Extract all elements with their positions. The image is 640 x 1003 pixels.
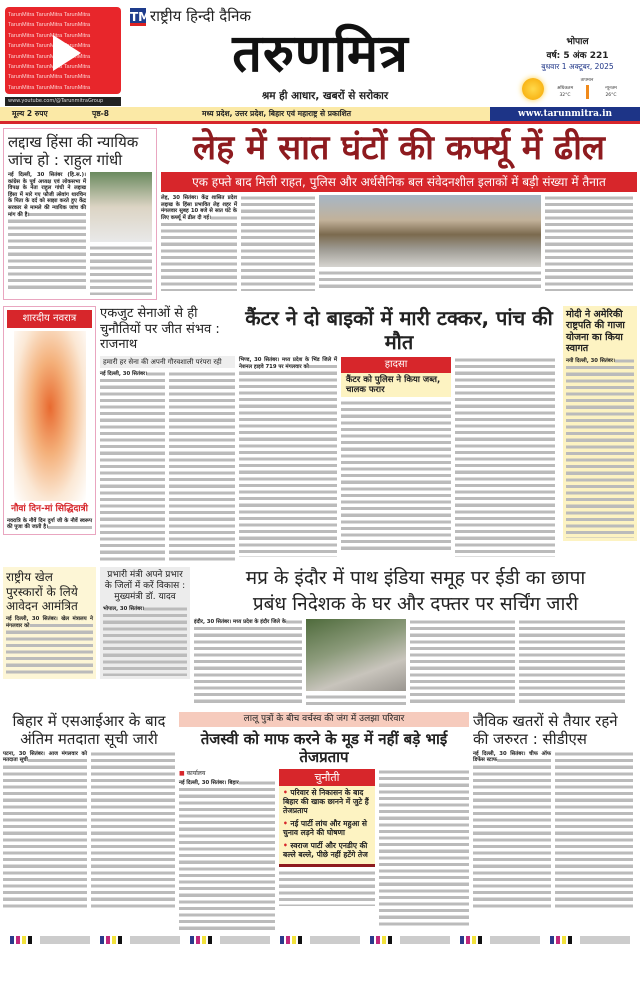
website-link[interactable]: www.tarunmitra.in <box>490 107 640 121</box>
navratri-box <box>3 306 96 535</box>
youtube-url[interactable]: www.youtube.com/@TarunmitraGroup <box>5 97 121 106</box>
temp-divider <box>586 85 589 99</box>
masthead-kicker: राष्ट्रीय हिन्दी दैनिक <box>150 7 251 25</box>
lalu-story <box>179 712 469 930</box>
row-fourth <box>3 712 637 930</box>
navratri-text: नवरात्रि के नौवें दिन दुर्गा जी के नौवें स्वरूप की पूजा की जाती है। <box>7 517 92 531</box>
page-count: पृष्ठ-8 <box>92 109 110 118</box>
goddess-image <box>14 331 86 501</box>
rahul-gandhi-photo <box>90 172 152 242</box>
cds-body-col2 <box>555 751 633 911</box>
lead-body-col2 <box>241 195 315 291</box>
max-temp-label: अधिकतम <box>556 86 574 91</box>
rajnath-headline: एकजुट सेनाओं से ही चुनौतियों पर जीत संभव : राजनाथ <box>100 306 220 353</box>
lalu-col2 <box>279 769 375 906</box>
lead-photo-col <box>319 195 541 290</box>
ed-photo-caption <box>306 694 406 706</box>
lalu-body-col2 <box>279 870 375 906</box>
canter-story <box>239 306 559 557</box>
cds-headline: जैविक खतरों से तैयार रहने की जरुरत : सीडीएस <box>473 711 618 748</box>
canter-headline: कैंटर ने दो बाइकों में मारी टक्कर, पांच की मौत <box>245 306 553 354</box>
hadsa-text: कैंटर को पुलिस ने किया जब्त, चालक फरार <box>346 375 441 396</box>
issue-date: बुधवार 1 अक्टूबर, 2025 <box>541 62 614 71</box>
ed-body-col3 <box>519 619 625 705</box>
sports-headline: राष्ट्रीय खेल पुरस्कारों के लिये आवेदन आमंत्रित <box>6 570 78 613</box>
cds-columns <box>473 751 633 911</box>
story-body-cont <box>90 245 152 295</box>
modi-body: नयी दिल्ली, 30 सितंबर। <box>566 358 634 538</box>
editions: मध्य प्रदेश, उत्तर प्रदेश, बिहार एवं महाराष्ट्र से प्रकाशित <box>202 109 351 118</box>
temperature-label: तापमान <box>580 78 594 83</box>
canter-body-col1: भिण्ड, 30 सितंबर। मध्य प्रदेश के भिंड जिले में नेशनल हाइवे 719 पर मंगलवार को <box>239 357 337 557</box>
chunauti-point: • परिवार से निकासन के बाद बिहार की खाक छानने में जुटे हैं तेजप्रताप <box>283 787 369 815</box>
story-headline: लद्दाख हिंसा की न्यायिक जांच हो : राहुल गांधी <box>8 133 139 169</box>
sports-awards-story <box>3 567 96 679</box>
navratri-label: शारदीय नवरात्र <box>7 310 92 328</box>
min-temp: 26°C <box>605 93 617 98</box>
ladakh-columns <box>8 172 152 295</box>
rajnath-body-col1: नई दिल्ली, 30 सितंबर। <box>100 371 165 561</box>
newspaper-title: तरुणमित्र <box>232 24 409 84</box>
row-second <box>3 306 637 561</box>
lead-subheadline: एक हफ्ते बाद मिली राहत, पुलिस और अर्धसैनिक बल संवेदनशील इलाकों में बड़ी संख्या में तैनात <box>161 172 637 192</box>
info-bar <box>0 107 490 121</box>
ed-raid-photo <box>306 619 406 691</box>
modi-box <box>563 306 637 541</box>
canter-body-col2 <box>341 400 451 550</box>
lalu-columns <box>179 769 469 930</box>
lalu-body-col1: नई दिल्ली, 30 सितंबर। बिहार <box>179 780 275 930</box>
navratri-caption: नौवां दिन-मां सिद्धिदात्री <box>11 504 88 514</box>
lalu-strap: लालू पुत्रों के बीच वर्चस्व की जंग में उलझा परिवार <box>179 712 469 727</box>
ladakh-photo-col <box>90 172 152 295</box>
ed-story <box>194 567 637 706</box>
cds-body-col1: नई दिल्ली, 30 सितंबर। चीफ ऑफ डिफेंस स्टाफ <box>473 751 551 911</box>
minister-story <box>100 567 190 678</box>
modi-headline: मोदी ने अमेरिकी राष्ट्रपति की गाजा योजना का किया स्वागत <box>566 309 625 355</box>
rajnath-columns <box>100 371 235 561</box>
lalu-byline: ■ कार्यालय <box>179 769 206 777</box>
ed-body-col2 <box>410 619 515 705</box>
row-third <box>3 567 637 706</box>
lalu-headline: तेजस्वी को माफ करने के मूड में नहीं बड़े भाई तेजप्रताप <box>200 729 448 766</box>
ed-columns <box>194 619 637 706</box>
page-body <box>3 128 637 952</box>
bihar-headline: बिहार में एसआईआर के बाद अंतिम मतदाता सूची जारी <box>12 711 166 748</box>
chunauti-point: • नई पार्टी लांच और महुआ से चुनाव लड़ने की घोषणा <box>283 818 367 837</box>
sun-icon <box>522 78 544 100</box>
lead-body-col3 <box>545 195 633 291</box>
chunauti-box <box>279 769 375 867</box>
youtube-promo[interactable]: TarunMitra TarunMitra TarunMitra TarunMitra TarunMitra TarunMitra TarunMitra TarunMitra TarunMitra TarunMitra TarunMitra TarunMitra TarunMitra TarunMitra TarunMitra TarunMitra TarunMitra TarunMitra TarunMitra TarunMitra TarunMitra TarunMitra TarunMitra TarunMitra <box>5 7 121 94</box>
issue-number: वर्ष: 5 अंक 221 <box>546 51 609 61</box>
rajnath-body-col2 <box>169 371 235 561</box>
story-body: नई दिल्ली, 30 सितंबर (हि.स.)। कांग्रेस के पूर्व अध्यक्ष एवं लोकसभा में विपक्ष के नेता राहुल गांधी ने लद्दाख हिंसा में मारे गए फौजी त्सेवांग थारचिन के पिता के दर्द को साझा करते हुए केंद्र सरकार से मामले की न्यायिक जांच की मांग की है। <box>8 172 86 292</box>
photo-caption <box>319 270 541 290</box>
tagline: श्रम ही आधार, खबरों से सरोकार <box>261 90 389 102</box>
canter-mid-col <box>341 357 451 550</box>
ed-headline-line1: मप्र के इंदौर में पाथ इंडिया समूह पर ईडी का छापा <box>245 567 586 590</box>
ed-body-col1: इंदौर, 30 सितंबर। मध्य प्रदेश के इंदौर जिले के <box>194 619 302 705</box>
lead-body-col1: लेह, 30 सितंबर। केंद्र शासित प्रदेश लद्दाख के हिंसा प्रभावित लेह शहर में मंगलवार सुबह 10 बजे से सात घंटे के लिए कर्फ्यू में ढील दी गई। <box>161 195 237 291</box>
price: मूल्य 2 रुपए <box>12 109 48 118</box>
bihar-columns <box>3 751 175 911</box>
lalu-col1 <box>179 769 275 930</box>
lead-story <box>161 128 637 291</box>
chunauti-title: चुनौती <box>279 769 375 786</box>
lead-headline: लेह में सात घंटों की कर्फ्यू में ढील <box>193 128 605 168</box>
canter-columns <box>239 357 559 557</box>
row-lead <box>3 128 637 300</box>
divider <box>0 121 640 124</box>
canter-body-col3 <box>455 357 555 557</box>
lalu-body-col3 <box>379 769 469 929</box>
sports-body: नई दिल्ली, 30 सितंबर। खेल मंत्रालय ने मंगलवार को <box>6 616 93 676</box>
registration-marks <box>10 936 630 944</box>
rajnath-subheadline: हमारी हर सेना की अपनी गौरवशाली परंपरा रही <box>100 356 235 368</box>
bihar-body-col1: पटना, 30 सितंबर। आज मंगलवार को मतदाता सूची <box>3 751 87 911</box>
edition-city: भोपाल <box>566 37 589 47</box>
rajnath-story <box>100 306 235 561</box>
brand-logo: TM <box>130 10 151 24</box>
ladakh-story <box>3 128 157 300</box>
play-icon <box>53 35 81 71</box>
minister-headline: प्रभारी मंत्री अपने प्रभार के जिलों में करें विकास : मुख्यमंत्री डॉ. यादव <box>104 570 186 602</box>
max-temp: 32°C <box>559 93 571 98</box>
leh-street-photo <box>319 195 541 267</box>
minister-body: भोपाल, 30 सितंबर। <box>103 606 187 676</box>
hadsa-title: हादसा <box>341 357 451 373</box>
hadsa-box <box>341 357 451 397</box>
ed-headline-line2: प्रबंध निदेशक के घर और दफ्तर पर सर्चिंग जारी <box>252 592 579 615</box>
cds-story <box>473 712 633 911</box>
ed-photo-col <box>306 619 406 706</box>
bihar-story <box>3 712 175 911</box>
lead-columns <box>161 195 637 291</box>
bihar-body-col2 <box>91 751 175 911</box>
min-temp-label: न्यूनतम <box>605 86 617 91</box>
chunauti-point: • स्वराज पार्टी और एनडीए की बल्ले बल्ले, पीछे नहीं हटेंगे तेज <box>283 840 368 859</box>
